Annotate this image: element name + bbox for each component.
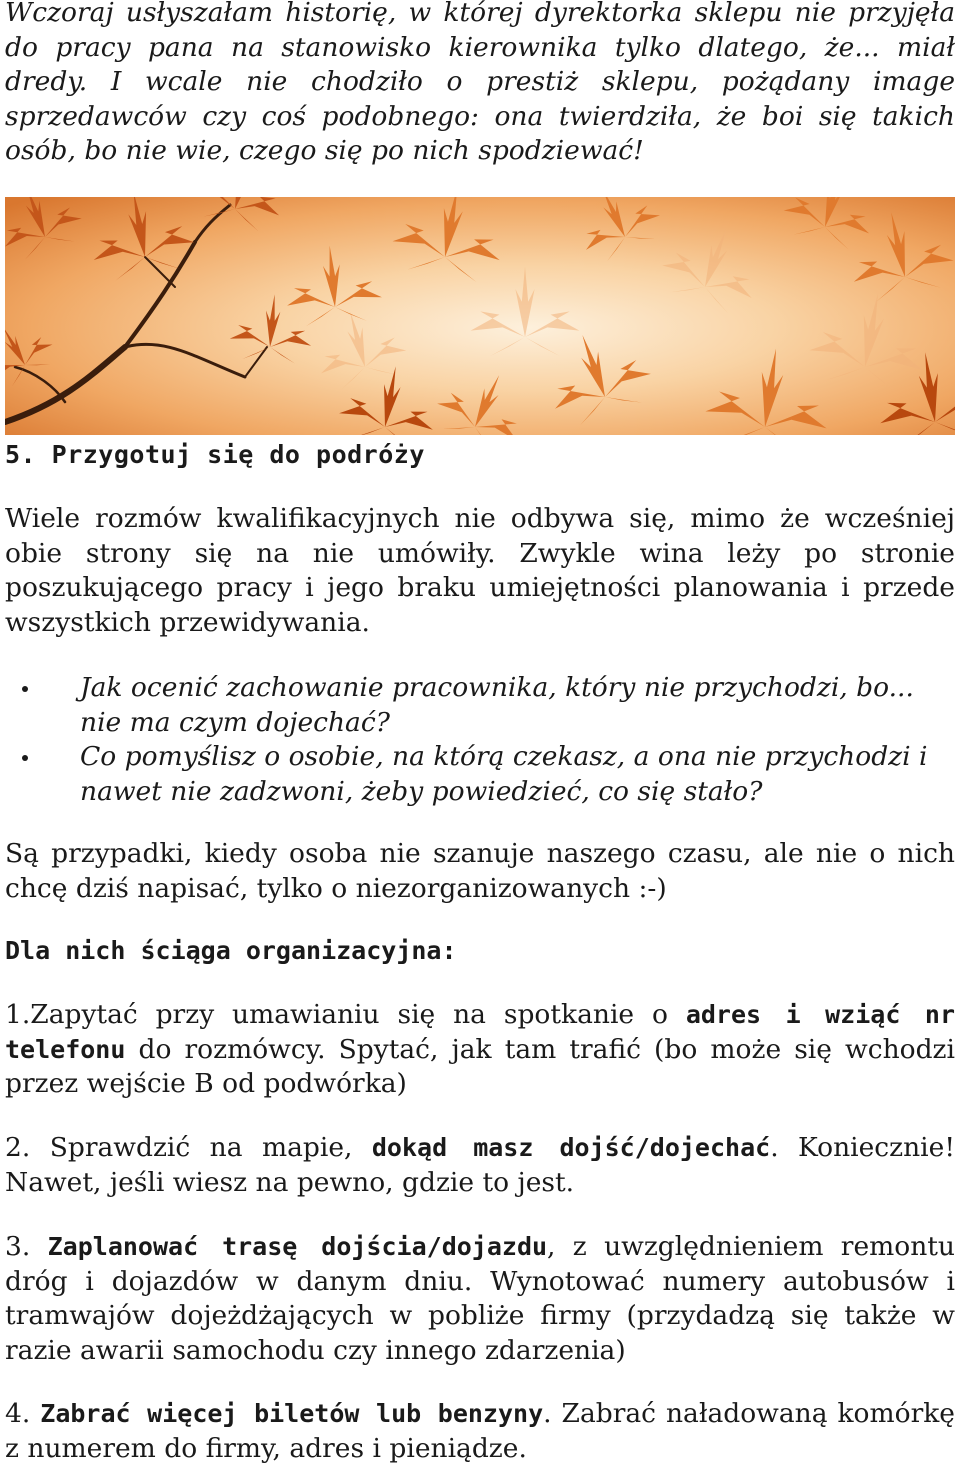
question-text: Jak ocenić zachowanie pracownika, który nie przychodzi, bo... nie ma czym dojechać?	[80, 672, 914, 738]
step-prefix: 4.	[5, 1398, 41, 1429]
step-suffix: , z uwzględnieniem remontu dróg i dojazdów w danym dniu. Wynotować numery autobusów i tramwajów dojeżdżających w pobliże firmy (przydadzą się także w razie awarii samochodu czy innego zdarzenia)	[5, 1231, 955, 1366]
step-suffix: . Zabrać naładowaną komórkę z numerem do firmy, adres i pieniądze.	[5, 1398, 955, 1464]
step-prefix: 2. Sprawdzić na mapie,	[5, 1132, 372, 1163]
intro-paragraph: Wczoraj usłyszałam historię, w której dyrektorka sklepu nie przyjęła do pracy pana na stanowisko kierownika tylko dlatego, że... miał dredy. I wcale nie chodziło o prestiż sklepu, pożądany image sprzedawców czy coś podobnego: ona twierdziła, że boi się takich osób, bo nie wie, czego się po nich spodziewać!	[5, 0, 955, 166]
bullet-icon	[22, 686, 28, 692]
section-paragraph: Wiele rozmów kwalifikacyjnych nie odbywa się, mimo że wcześniej obie strony się na nie umówiły. Zwykle wina leży po stronie poszukującego pracy i jego braku umiejętności planowania i przede wszystkich przewidywania.	[5, 503, 955, 638]
question-text: Co pomyślisz o osobie, na którą czekasz, a ona nie przychodzi i nawet nie zadzwoni, żeby powiedzieć, co się stało?	[80, 741, 928, 807]
checklist-heading: Dla nich ściąga organizacyjna:	[5, 936, 457, 965]
step-prefix: 1.Zapytać przy umawianiu się na spotkanie o	[5, 999, 686, 1030]
bullet-icon	[22, 755, 28, 761]
step-emphasis: adres i wziąć nr telefonu	[5, 1000, 955, 1064]
autumn-leaves-photo	[5, 197, 955, 435]
step-emphasis: dokąd masz dojść/dojechać	[371, 1133, 771, 1162]
checklist-step	[5, 1131, 955, 1200]
step-emphasis: Zaplanować trasę dojścia/dojazdu	[47, 1232, 548, 1261]
section-heading: 5. Przygotuj się do podróży	[5, 440, 425, 469]
questions-list	[5, 671, 955, 809]
checklist-step	[5, 998, 955, 1102]
step-suffix: . Koniecznie! Nawet, jeśli wiesz na pewno, gdzie to jest.	[5, 1132, 955, 1198]
step-prefix: 3.	[5, 1231, 48, 1262]
list-item	[5, 671, 955, 740]
checklist-step	[5, 1397, 955, 1466]
step-suffix: do rozmówcy. Spytać, jak tam trafić (bo może się wchodzi przez wejście B od podwórka)	[5, 1033, 955, 1099]
section-paragraph-2: Są przypadki, kiedy osoba nie szanuje naszego czasu, ale nie o nich chcę dziś napisać, tylko o niezorganizowanych :-)	[5, 838, 955, 904]
checklist-step	[5, 1230, 955, 1368]
list-item	[5, 740, 955, 809]
step-emphasis: Zabrać więcej biletów lub benzyny	[40, 1399, 544, 1428]
